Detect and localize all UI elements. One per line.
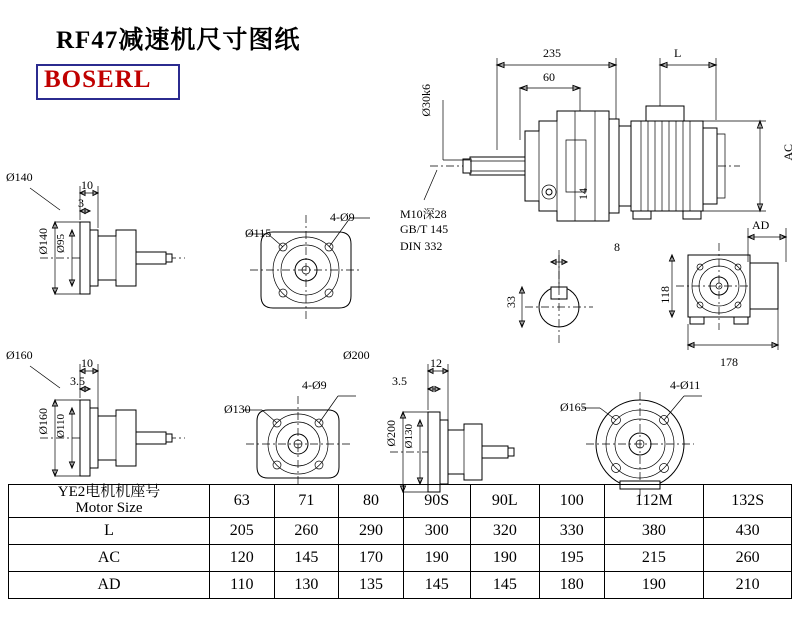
logo-text: BOSERL	[44, 66, 152, 93]
dim-235-label: 235	[543, 46, 561, 60]
flange-d200-label: Ø200	[343, 348, 370, 362]
motor-size-0: 63	[210, 485, 275, 518]
cell-L-7: 430	[704, 517, 792, 544]
dim-33-label: 33	[504, 296, 518, 308]
row2-dia-160: Ø160	[36, 408, 50, 435]
row2-dim-12: 12	[430, 356, 442, 370]
motor-size-4: 90L	[470, 485, 539, 518]
row1-dia-95: Ø95	[55, 234, 67, 253]
cell-L-6: 380	[604, 517, 704, 544]
cell-L-4: 320	[470, 517, 539, 544]
cell-AD-3: 145	[403, 571, 470, 598]
cell-AC-7: 260	[704, 544, 792, 571]
cell-AC-4: 190	[470, 544, 539, 571]
key-14-label: 14	[576, 188, 590, 200]
cell-AD-5: 180	[539, 571, 604, 598]
cell-AC-5: 195	[539, 544, 604, 571]
cell-L-1: 260	[274, 517, 339, 544]
spec-table	[8, 484, 792, 599]
cell-L-5: 330	[539, 517, 604, 544]
thread-note-1: M10深28	[400, 207, 447, 221]
motor-size-header	[9, 485, 210, 518]
row1-holes-4x9: 4-Ø9	[330, 210, 355, 224]
dim-L-label: L	[674, 46, 682, 60]
row1-dim-10: 10	[81, 178, 93, 192]
ac-label: AC	[781, 144, 795, 161]
motor-size-6: 112M	[604, 485, 704, 518]
cell-AD-6: 190	[604, 571, 704, 598]
cell-AD-2: 135	[339, 571, 404, 598]
row-label-AC: AC	[9, 544, 210, 571]
dim-60-label: 60	[543, 70, 555, 84]
cell-AD-4: 145	[470, 571, 539, 598]
cell-L-3: 300	[403, 517, 470, 544]
cell-AC-3: 190	[403, 544, 470, 571]
table-row	[9, 571, 792, 598]
cell-AC-1: 145	[274, 544, 339, 571]
table-row-header	[9, 485, 792, 518]
row2-dia-130: Ø130	[224, 402, 251, 416]
row2-dim-3-5b: 3.5	[392, 374, 407, 388]
page-title: RF47减速机尺寸图纸	[56, 27, 301, 54]
row2-dia-130b: Ø130	[403, 424, 415, 449]
cell-AD-0: 110	[210, 571, 275, 598]
motor-size-3: 90S	[403, 485, 470, 518]
table-row	[9, 517, 792, 544]
cell-AC-2: 170	[339, 544, 404, 571]
row2-dia-200: Ø200	[384, 420, 398, 447]
row2-dia-165: Ø165	[560, 400, 587, 414]
motor-size-header-cn: YE2电机机座号	[57, 484, 161, 500]
motor-size-7: 132S	[704, 485, 792, 518]
row-label-L: L	[9, 517, 210, 544]
dim-8-label: 8	[614, 240, 620, 254]
row1-dia-140: Ø140	[36, 228, 50, 255]
cell-L-2: 290	[339, 517, 404, 544]
row2-dim-3-5: 3.5	[70, 374, 85, 388]
dim-118-label: 118	[658, 286, 672, 304]
cell-AD-1: 130	[274, 571, 339, 598]
table-row	[9, 544, 792, 571]
cell-AC-6: 215	[604, 544, 704, 571]
dim-178-label: 178	[720, 355, 738, 369]
row1-dia-115: Ø115	[245, 226, 272, 240]
cell-L-0: 205	[210, 517, 275, 544]
row2-dia-110: Ø110	[55, 414, 67, 439]
row2-holes-4x9: 4-Ø9	[302, 378, 327, 392]
row2-holes-4x11: 4-Ø11	[670, 378, 701, 392]
cell-AD-7: 210	[704, 571, 792, 598]
spec-table-wrap	[8, 484, 792, 599]
shaft-dia-label: Ø30k6	[419, 84, 433, 117]
motor-size-1: 71	[274, 485, 339, 518]
row-label-AD: AD	[9, 571, 210, 598]
cell-AC-0: 120	[210, 544, 275, 571]
motor-size-header-en: Motor Size	[75, 499, 143, 516]
thread-note-2: GB/T 145	[400, 222, 449, 236]
row1-dim-3: 3	[78, 196, 84, 210]
flange-d160-label: Ø160	[6, 348, 33, 362]
motor-size-5: 100	[539, 485, 604, 518]
motor-size-2: 80	[339, 485, 404, 518]
row2-dim-10: 10	[81, 356, 93, 370]
flange-d140-label: Ø140	[6, 170, 33, 184]
ad-label: AD	[752, 218, 770, 232]
thread-note-3: DIN 332	[400, 239, 443, 253]
